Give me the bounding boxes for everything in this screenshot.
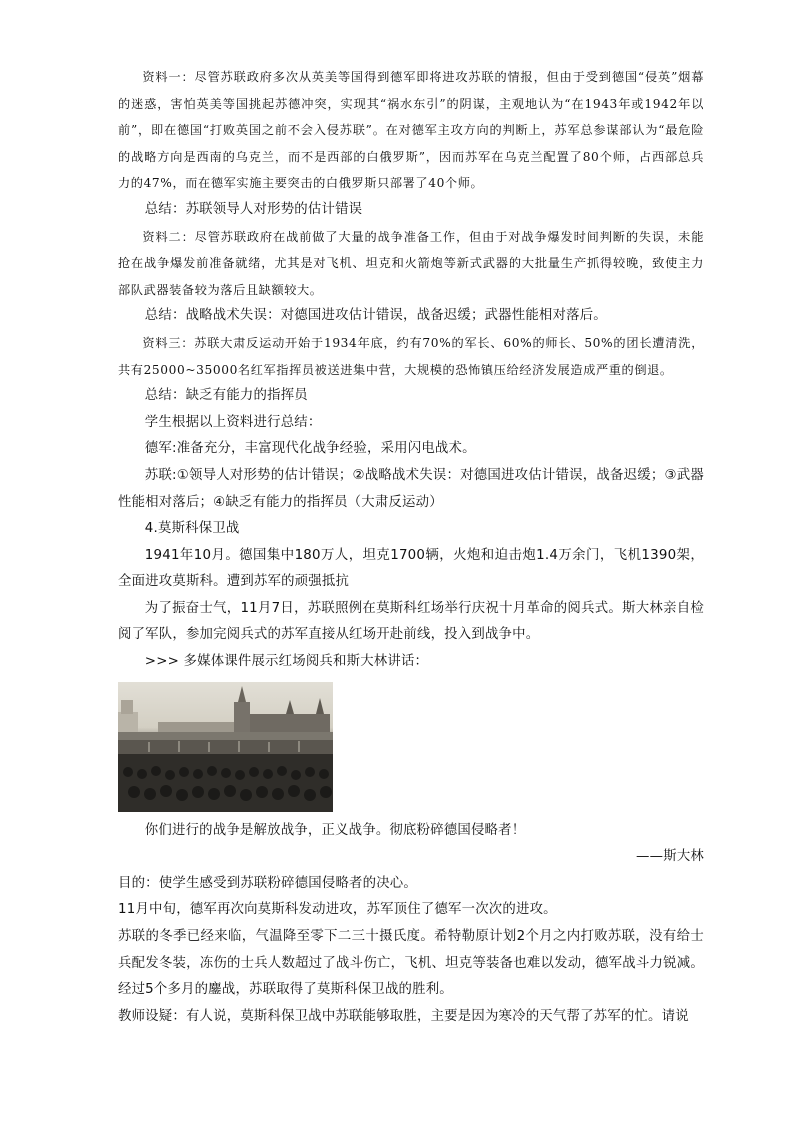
- stalin-quote: 你们进行的战争是解放战争，正义战争。彻底粉碎德国侵略者！: [144, 822, 526, 838]
- summary-three: 总结：缺乏有能力的指挥员: [144, 388, 308, 404]
- document-page: [118, 64, 704, 1030]
- teacher-question-paragraph: 教师设疑：有人说，莫斯科保卫战中苏联能够取胜，主要是因为寒冷的天气帮了苏军的忙。请说: [118, 1008, 689, 1024]
- parade-photo-drawing: [118, 682, 333, 812]
- summary-one: 总结：苏联领导人对形势的估计错误: [144, 201, 363, 217]
- winter-paragraph: 苏联的冬季已经来临，气温降至零下二三十摄氏度。希特勒原计划2个月之内打败苏联，没有给士兵配发冬装，冻伤的士兵人数超过了战斗伤亡，飞机、坦克等装备也难以发动，德军战斗力锐减。经过5个多月的鏖战，苏联取得了莫斯科保卫战的胜利。: [118, 929, 704, 998]
- section-heading-moscow: 4.莫斯科保卫战: [144, 521, 240, 537]
- material-two-paragraph: 资料二：尽管苏联政府在战前做了大量的战争准备工作，但由于对战争爆发时间判断的失误，未能抢在战争爆发前准备就绪，尤其是对飞机、坦克和火箭炮等新式武器的大批量生产抓得较晚，致使主力部队武器装备较为落后且缺额较大。: [118, 229, 704, 297]
- summary-two: 总结：战略战术失误：对德国进攻估计错误，战备迟缓；武器性能相对落后。: [144, 308, 607, 324]
- quote-signature: ——斯大林: [636, 849, 704, 865]
- purpose-paragraph: 目的：使学生感受到苏联粉碎德国侵略者的决心。: [118, 875, 417, 891]
- material-three-paragraph: 资料三：苏联大肃反运动开始于1934年底，约有70%的军长、60%的师长、50%的团长遭清洗，共有25000~35000名红军指挥员被送进集中营，大规模的恐怖镇压给经济发展造成严重的倒退。: [118, 335, 704, 377]
- material-one-paragraph: 资料一：尽管苏联政府多次从英美等国得到德军即将进攻苏联的情报，但由于受到德国“侵英”烟幕的迷惑，害怕英美等国挑起苏德冲突，实现其“祸水东引”的阴谋，主观地认为“在1943年或1942年以前”，即在德国“打败英国之前不会入侵苏联”。在对德军主攻方向的判断上，苏军总参谋部认为“最危险的战略方向是西南的乌克兰，而不是西部的白俄罗斯”，因而苏军在乌克兰配置了80个师，占西部总兵力的47%，而在德军实施主要突击的白俄罗斯只部署了40个师。: [118, 70, 704, 191]
- multimedia-note: >>> 多媒体课件展示红场阅兵和斯大林讲话：: [144, 654, 429, 670]
- red-square-parade-paragraph: 为了振奋士气，11月7日，苏联照例在莫斯科红场举行庆祝十月革命的阅兵式。斯大林亲自检阅了军队，参加完阅兵式的苏军直接从红场开赴前线，投入到战争中。: [118, 600, 704, 643]
- ussr-summary: 苏联:①领导人对形势的估计错误；②战略战术失误：对德国进攻估计错误，战备迟缓；③武器性能相对落后；④缺乏有能力的指挥员（大肃反运动）: [118, 467, 704, 510]
- mid-november-paragraph: 11月中旬，德军再次向莫斯科发动进攻，苏军顶住了德军一次次的进攻。: [118, 902, 557, 918]
- student-summary-intro: 学生根据以上资料进行总结：: [144, 414, 322, 430]
- germany-summary: 德军:准备充分，丰富现代化战争经验，采用闪电战术。: [144, 441, 476, 457]
- red-square-parade-photo: [118, 682, 333, 812]
- october-1941-paragraph: 1941年10月。德国集中180万人，坦克1700辆，火炮和迫击炮1.4万余门，飞机1390架，全面进攻莫斯科。遭到苏军的顽强抵抗: [118, 547, 704, 590]
